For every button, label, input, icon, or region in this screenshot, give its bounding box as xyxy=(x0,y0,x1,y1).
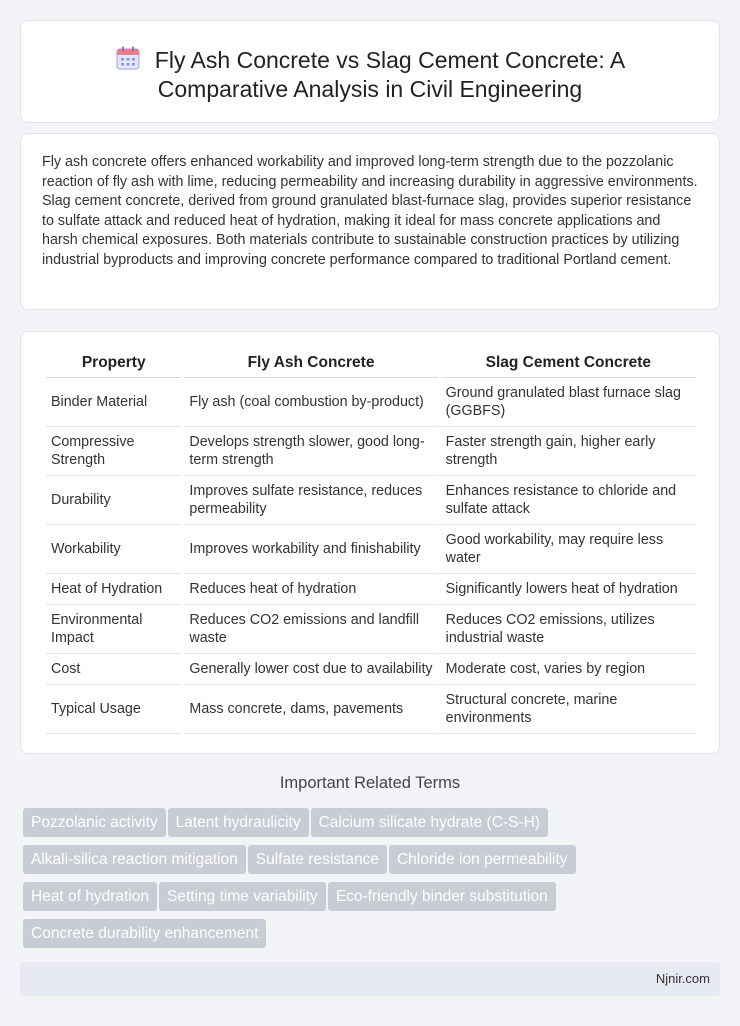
title-line-2: Comparative Analysis in Civil Engineering xyxy=(157,76,583,102)
cell-property: Durability xyxy=(46,476,181,525)
table-row xyxy=(46,476,696,525)
term-tag[interactable]: Concrete durability enhancement xyxy=(23,919,266,948)
related-terms-heading: Important Related Terms xyxy=(279,774,461,792)
header-fly-ash: Fly Ash Concrete xyxy=(184,349,437,378)
related-terms-list xyxy=(23,808,623,956)
cell-property: Environmental Impact xyxy=(46,605,181,654)
cell-fly-ash: Generally lower cost due to availability xyxy=(184,654,437,685)
table-row xyxy=(46,525,696,574)
comparison-table-card xyxy=(20,331,720,754)
term-tag[interactable]: Heat of hydration xyxy=(23,882,157,911)
term-tag[interactable]: Chloride ion permeability xyxy=(389,845,576,874)
cell-slag: Faster strength gain, higher early strength xyxy=(441,427,696,476)
table-row xyxy=(46,605,696,654)
comparison-table xyxy=(43,349,699,734)
table-header-row xyxy=(46,349,696,378)
cell-slag: Good workability, may require less water xyxy=(441,525,696,574)
page-title xyxy=(21,45,719,104)
footer xyxy=(20,962,720,996)
table-row xyxy=(46,574,696,605)
intro-card xyxy=(20,133,720,310)
table-row xyxy=(46,427,696,476)
cell-fly-ash: Reduces CO2 emissions and landfill waste xyxy=(184,605,437,654)
term-tag[interactable]: Pozzolanic activity xyxy=(23,808,166,837)
cell-slag: Ground granulated blast furnace slag (GGBFS) xyxy=(441,378,696,427)
cell-fly-ash: Develops strength slower, good long-term strength xyxy=(184,427,437,476)
term-tag[interactable]: Sulfate resistance xyxy=(248,845,387,874)
cell-slag: Moderate cost, varies by region xyxy=(441,654,696,685)
cell-slag: Significantly lowers heat of hydration xyxy=(441,574,696,605)
cell-property: Compressive Strength xyxy=(46,427,181,476)
cell-fly-ash: Improves workability and finishability xyxy=(184,525,437,574)
term-tag[interactable]: Eco-friendly binder substitution xyxy=(328,882,556,911)
cell-fly-ash: Reduces heat of hydration xyxy=(184,574,437,605)
table-row xyxy=(46,654,696,685)
table-row xyxy=(46,378,696,427)
cell-property: Binder Material xyxy=(46,378,181,427)
cell-fly-ash: Mass concrete, dams, pavements xyxy=(184,685,437,734)
cell-fly-ash: Fly ash (coal combustion by-product) xyxy=(184,378,437,427)
header-property: Property xyxy=(46,349,181,378)
cell-slag: Reduces CO2 emissions, utilizes industrial waste xyxy=(441,605,696,654)
term-tag[interactable]: Calcium silicate hydrate (C-S-H) xyxy=(311,808,548,837)
term-tag[interactable]: Alkali-silica reaction mitigation xyxy=(23,845,246,874)
cell-property: Heat of Hydration xyxy=(46,574,181,605)
cell-property: Typical Usage xyxy=(46,685,181,734)
table-row xyxy=(46,685,696,734)
title-card xyxy=(20,20,720,123)
calendar-icon xyxy=(115,45,141,71)
intro-paragraph: Fly ash concrete offers enhanced workability and improved long-term strength due to the pozzolanic reaction of fly ash with lime, reducing permeability and increasing durability in aggressive environments. Slag cement concrete, derived from ground granulated blast-furnace slag, provides superior resistance to sulfate attack and reduced heat of hydration, making it ideal for mass concrete applications and harsh chemical exposures. Both materials contribute to sustainable construction practices by utilizing industrial byproducts and improving concrete performance compared to traditional Portland cement. xyxy=(42,154,698,268)
title-line-1: Fly Ash Concrete vs Slag Cement Concrete: A xyxy=(154,47,626,73)
cell-property: Cost xyxy=(46,654,181,685)
footer-site-name[interactable]: Njnir.com xyxy=(655,971,710,986)
cell-slag: Enhances resistance to chloride and sulfate attack xyxy=(441,476,696,525)
cell-property: Workability xyxy=(46,525,181,574)
cell-fly-ash: Improves sulfate resistance, reduces permeability xyxy=(184,476,437,525)
cell-slag: Structural concrete, marine environments xyxy=(441,685,696,734)
header-slag-cement: Slag Cement Concrete xyxy=(441,349,696,378)
term-tag[interactable]: Setting time variability xyxy=(159,882,326,911)
term-tag[interactable]: Latent hydraulicity xyxy=(168,808,309,837)
